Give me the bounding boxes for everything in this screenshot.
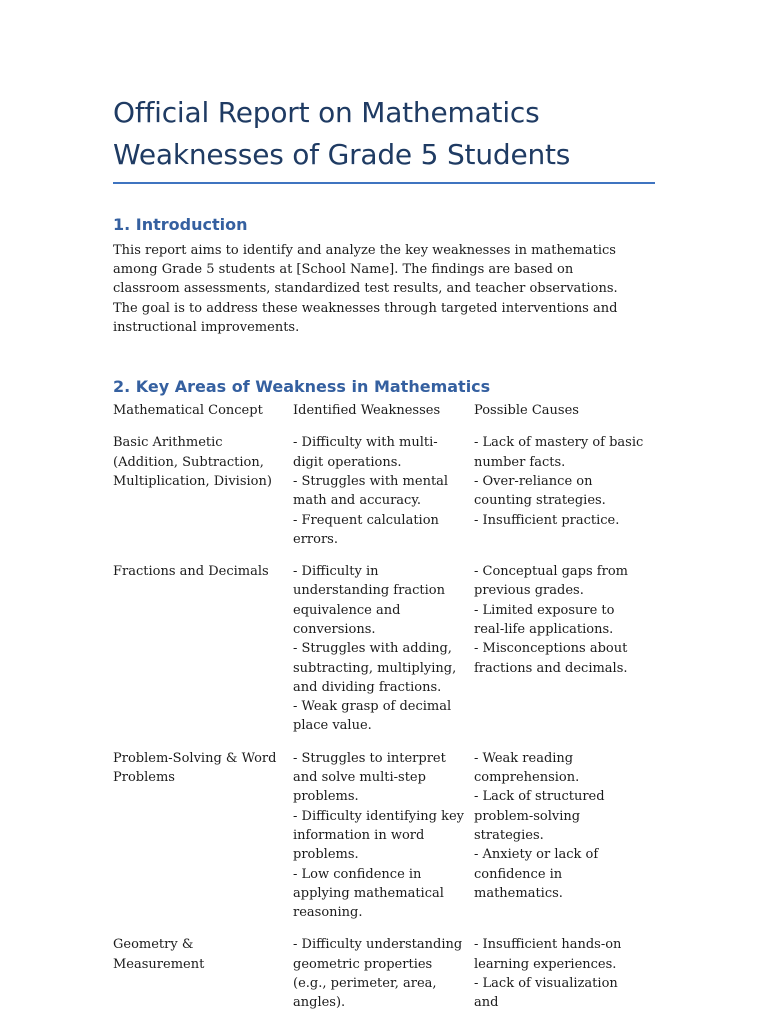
concept-text: Fractions and Decimals <box>113 564 269 580</box>
document-title-line-1: Official Report on Mathematics <box>113 96 540 129</box>
weakness-item: - Difficulty identifying key information in word problems. <box>293 808 464 863</box>
cause-item: - Conceptual gaps from previous grades. <box>474 564 628 599</box>
concept-cell <box>113 935 293 1025</box>
weakness-item: - Struggles with adding, subtracting, multiplying, and dividing fractions. <box>293 641 457 695</box>
weakness-item: - Frequent calculation errors. <box>293 512 439 547</box>
table-body <box>113 433 655 1025</box>
table-row <box>113 433 655 562</box>
weakness-item: - Weak grasp of decimal place value. <box>293 699 452 734</box>
cause-item: - Anxiety or lack of confidence in mathematics. <box>474 847 599 901</box>
title-divider <box>113 182 655 184</box>
table-row <box>113 562 655 749</box>
table-header-row <box>113 401 655 433</box>
causes-cell <box>474 749 655 936</box>
weakness-item: - Struggles to interpret and solve multi-step problems. <box>293 750 446 805</box>
column-header-concept: Mathematical Concept <box>113 403 263 419</box>
concept-cell <box>113 433 293 562</box>
document-title-line-2: Weaknesses of Grade 5 Students <box>113 138 571 171</box>
weakness-item: - Low confidence in applying mathematical reasoning. <box>293 866 444 921</box>
concept-cell <box>113 749 293 936</box>
introduction-heading: 1. Introduction <box>113 215 248 234</box>
cause-item: - Lack of structured problem-solving strategies. <box>474 789 605 843</box>
introduction-paragraph: This report aims to identify and analyze the key weaknesses in mathematics among Grade 5 students at [School Name]. The findings are based on classroom assessments, standardized test results, and teacher observations. The goal is to address these weaknesses through targeted interventions and instructional improvements. <box>113 243 618 335</box>
table-row <box>113 935 655 1025</box>
causes-cell <box>474 562 655 749</box>
document-page <box>113 92 655 1026</box>
weaknesses-cell <box>293 749 474 936</box>
weaknesses-cell <box>293 935 474 1025</box>
weaknesses-heading: 2. Key Areas of Weakness in Mathematics <box>113 377 491 397</box>
concept-text: Geometry & Measurement <box>113 937 205 972</box>
concept-text: Basic Arithmetic (Addition, Subtraction, Multiplication, Division) <box>113 435 272 489</box>
weaknesses-cell <box>293 433 474 562</box>
column-header-causes: Possible Causes <box>474 403 579 419</box>
cause-item: - Lack of mastery of basic number facts. <box>474 435 644 470</box>
weaknesses-table <box>113 401 655 1026</box>
cause-item: - Misconceptions about fractions and decimals. <box>474 641 628 676</box>
weakness-item: - Difficulty in understanding fraction equivalence and conversions. <box>293 564 445 637</box>
weakness-item: - Struggles with mental math and accuracy. <box>293 473 449 509</box>
cause-item: - Over-reliance on counting strategies. <box>474 473 606 509</box>
document-title <box>113 92 655 176</box>
causes-cell <box>474 433 655 562</box>
cause-item: - Insufficient hands-on learning experiences. <box>474 937 622 972</box>
column-header-weaknesses: Identified Weaknesses <box>293 403 441 419</box>
cause-item: - Insufficient practice. <box>474 512 620 528</box>
cause-item: - Limited exposure to real-life applications. <box>474 602 615 637</box>
weaknesses-cell <box>293 562 474 749</box>
weakness-item: - Difficulty understanding geometric properties (e.g., perimeter, area, angles). <box>293 937 463 1011</box>
cause-item: - Weak reading comprehension. <box>474 750 580 786</box>
concept-text: Problem-Solving & Word Problems <box>113 750 277 786</box>
weakness-item: - Difficulty with multi-digit operations. <box>293 435 438 470</box>
causes-cell <box>474 935 655 1025</box>
table-row <box>113 749 655 936</box>
cause-item: - Lack of visualization and <box>474 976 618 1011</box>
concept-cell <box>113 562 293 749</box>
